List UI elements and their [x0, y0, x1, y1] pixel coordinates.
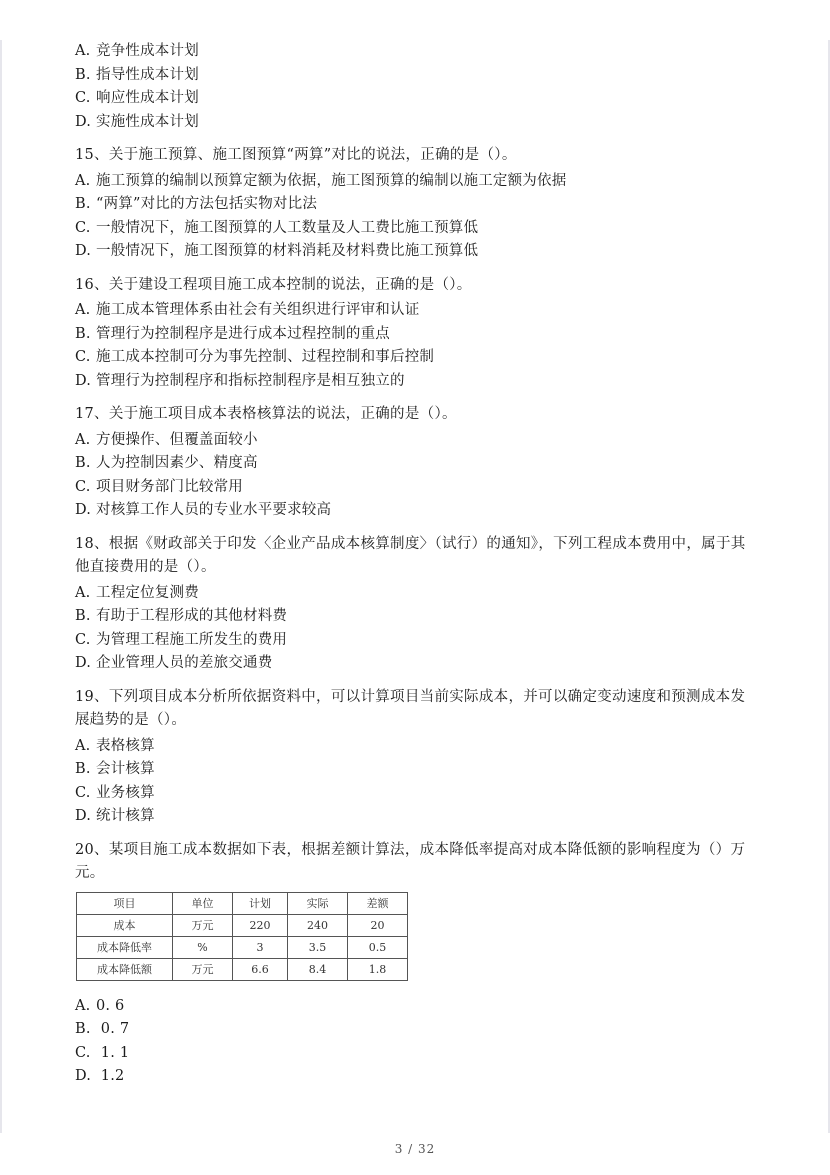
option-d	[75, 111, 755, 135]
question-stem: 16、关于建设工程项目施工成本控制的说法，正确的是（）。	[75, 276, 472, 293]
question-stem: 19、下列项目成本分析所依据资料中，可以计算项目当前实际成本，并可以确定变动速度和预测成本发展趋势的是（）。	[75, 688, 746, 728]
option-text: 项目财务部门比较常用	[96, 478, 243, 495]
option-text: 竞争性成本计划	[96, 43, 199, 59]
option-a	[75, 299, 755, 323]
option-c	[75, 217, 755, 241]
question-stem: 18、根据《财政部关于印发〈企业产品成本核算制度〉（试行）的通知》，下列工程成本费用中，属于其他直接费用的是（）。	[75, 535, 746, 575]
option-letter: D.	[75, 1068, 92, 1084]
option-d	[75, 370, 755, 394]
table-cell: 成本	[77, 914, 173, 936]
option-text: 施工预算的编制以预算定额为依据，施工图预算的编制以施工定额为依据	[96, 172, 567, 189]
question-stem: 20、某项目施工成本数据如下表，根据差额计算法，成本降低率提高对成本降低额的影响程度为（）万元。	[75, 841, 746, 881]
q14-options	[75, 40, 755, 134]
question-stem: 17、关于施工项目成本表格核算法的说法，正确的是（）。	[75, 406, 457, 422]
option-text: 管理行为控制程序和指标控制程序是相互独立的	[96, 372, 405, 389]
option-text: 为管理工程施工所发生的费用	[96, 631, 288, 648]
option-text: 有助于工程形成的其他材料费	[96, 608, 288, 624]
option-letter: C.	[75, 784, 91, 801]
option-text: 一般情况下，施工图预算的人工数量及人工费比施工预算低	[96, 219, 479, 236]
table-cell: 8.4	[288, 958, 348, 980]
option-letter: D.	[75, 655, 92, 671]
table-cell: 万元	[173, 958, 233, 980]
option-a	[75, 735, 755, 759]
q20-options	[75, 995, 755, 1089]
option-a	[75, 582, 755, 606]
option-letter: C.	[75, 631, 91, 648]
table-cell: 万元	[173, 914, 233, 936]
table-row	[77, 958, 408, 980]
table-cell: 0.5	[348, 936, 408, 958]
option-c	[75, 87, 755, 111]
option-b	[75, 323, 755, 347]
document-content	[75, 40, 755, 1095]
option-letter: B.	[75, 66, 91, 83]
table-header-cell: 计划	[233, 892, 288, 914]
option-text: 1.2	[96, 1068, 125, 1084]
option-letter: C.	[75, 478, 91, 495]
option-b	[75, 1018, 755, 1042]
option-text: 对核算工作人员的专业水平要求较高	[96, 502, 332, 518]
option-letter: C.	[75, 1044, 91, 1061]
option-letter: C.	[75, 349, 91, 365]
option-letter: D.	[75, 372, 92, 389]
option-text: 1. 1	[96, 1044, 130, 1061]
page-indicator: 3 / 32	[394, 1142, 436, 1156]
option-text: “两算”对比的方法包括实物对比法	[96, 196, 318, 212]
table-cell: 240	[288, 914, 348, 936]
question-17	[75, 403, 755, 523]
option-text: 方便操作、但覆盖面较小	[96, 431, 258, 448]
option-text: 管理行为控制程序是进行成本过程控制的重点	[96, 325, 390, 342]
option-a	[75, 40, 755, 64]
option-d	[75, 805, 755, 829]
option-text: 一般情况下，施工图预算的材料消耗及材料费比施工预算低	[96, 243, 479, 259]
option-text: 0. 7	[96, 1021, 130, 1037]
question-stem: 15、关于施工预算、施工图预算“两算”对比的说法，正确的是（）。	[75, 147, 517, 163]
table-cell: 1.8	[348, 958, 408, 980]
option-text: 响应性成本计划	[96, 90, 199, 106]
table-cell: %	[173, 936, 233, 958]
table-header-row	[77, 892, 408, 914]
option-letter: A.	[75, 737, 91, 754]
option-c	[75, 782, 755, 806]
cost-data-table	[76, 892, 408, 981]
question-15	[75, 144, 755, 264]
option-letter: B.	[75, 761, 91, 777]
question-18	[75, 533, 755, 676]
table-header-cell: 实际	[288, 892, 348, 914]
option-c	[75, 629, 755, 653]
option-letter: A.	[75, 302, 91, 318]
table-row	[77, 914, 408, 936]
option-d	[75, 240, 755, 264]
option-letter: B.	[75, 455, 91, 471]
table-cell: 成本降低额	[77, 958, 173, 980]
option-b	[75, 605, 755, 629]
option-text: 0. 6	[96, 997, 125, 1014]
option-letter: A.	[75, 431, 91, 448]
page-edge-left	[0, 40, 2, 1133]
option-a	[75, 995, 755, 1019]
option-text: 企业管理人员的差旅交通费	[96, 655, 273, 671]
option-letter: D.	[75, 113, 92, 130]
table-cell: 成本降低率	[77, 936, 173, 958]
option-text: 人为控制因素少、精度高	[96, 455, 258, 471]
table-header-cell: 单位	[173, 892, 233, 914]
option-text: 实施性成本计划	[96, 113, 199, 130]
option-text: 指导性成本计划	[96, 66, 199, 83]
option-text: 业务核算	[96, 784, 155, 801]
option-letter: A.	[75, 997, 91, 1014]
option-text: 工程定位复测费	[96, 584, 199, 601]
option-letter: A.	[75, 43, 91, 59]
option-a	[75, 170, 755, 194]
option-letter: D.	[75, 808, 92, 824]
option-c	[75, 346, 755, 370]
option-c	[75, 1042, 755, 1066]
option-d	[75, 499, 755, 523]
question-19	[75, 686, 755, 829]
table-cell: 3.5	[288, 936, 348, 958]
option-text: 会计核算	[96, 761, 155, 777]
option-d	[75, 1065, 755, 1089]
option-text: 施工成本管理体系由社会有关组织进行评审和认证	[96, 302, 420, 318]
option-letter: B.	[75, 1021, 91, 1037]
table-cell: 220	[233, 914, 288, 936]
option-letter: D.	[75, 243, 92, 259]
option-text: 表格核算	[96, 737, 155, 754]
option-letter: A.	[75, 584, 91, 601]
option-b	[75, 64, 755, 88]
table-row	[77, 936, 408, 958]
option-letter: C.	[75, 90, 91, 106]
option-d	[75, 652, 755, 676]
option-text: 统计核算	[96, 808, 155, 824]
table-header-cell: 差额	[348, 892, 408, 914]
option-letter: B.	[75, 608, 91, 624]
option-letter: A.	[75, 172, 91, 189]
option-b	[75, 452, 755, 476]
option-b	[75, 193, 755, 217]
option-letter: C.	[75, 219, 91, 236]
option-b	[75, 758, 755, 782]
question-16	[75, 274, 755, 394]
table-cell: 6.6	[233, 958, 288, 980]
table-header-cell: 项目	[77, 892, 173, 914]
table-cell: 20	[348, 914, 408, 936]
option-letter: D.	[75, 502, 92, 518]
option-letter: B.	[75, 325, 91, 342]
option-text: 施工成本控制可分为事先控制、过程控制和事后控制	[96, 349, 435, 365]
option-c	[75, 476, 755, 500]
table-cell: 3	[233, 936, 288, 958]
question-20	[75, 839, 755, 1089]
option-a	[75, 429, 755, 453]
option-letter: B.	[75, 196, 91, 212]
